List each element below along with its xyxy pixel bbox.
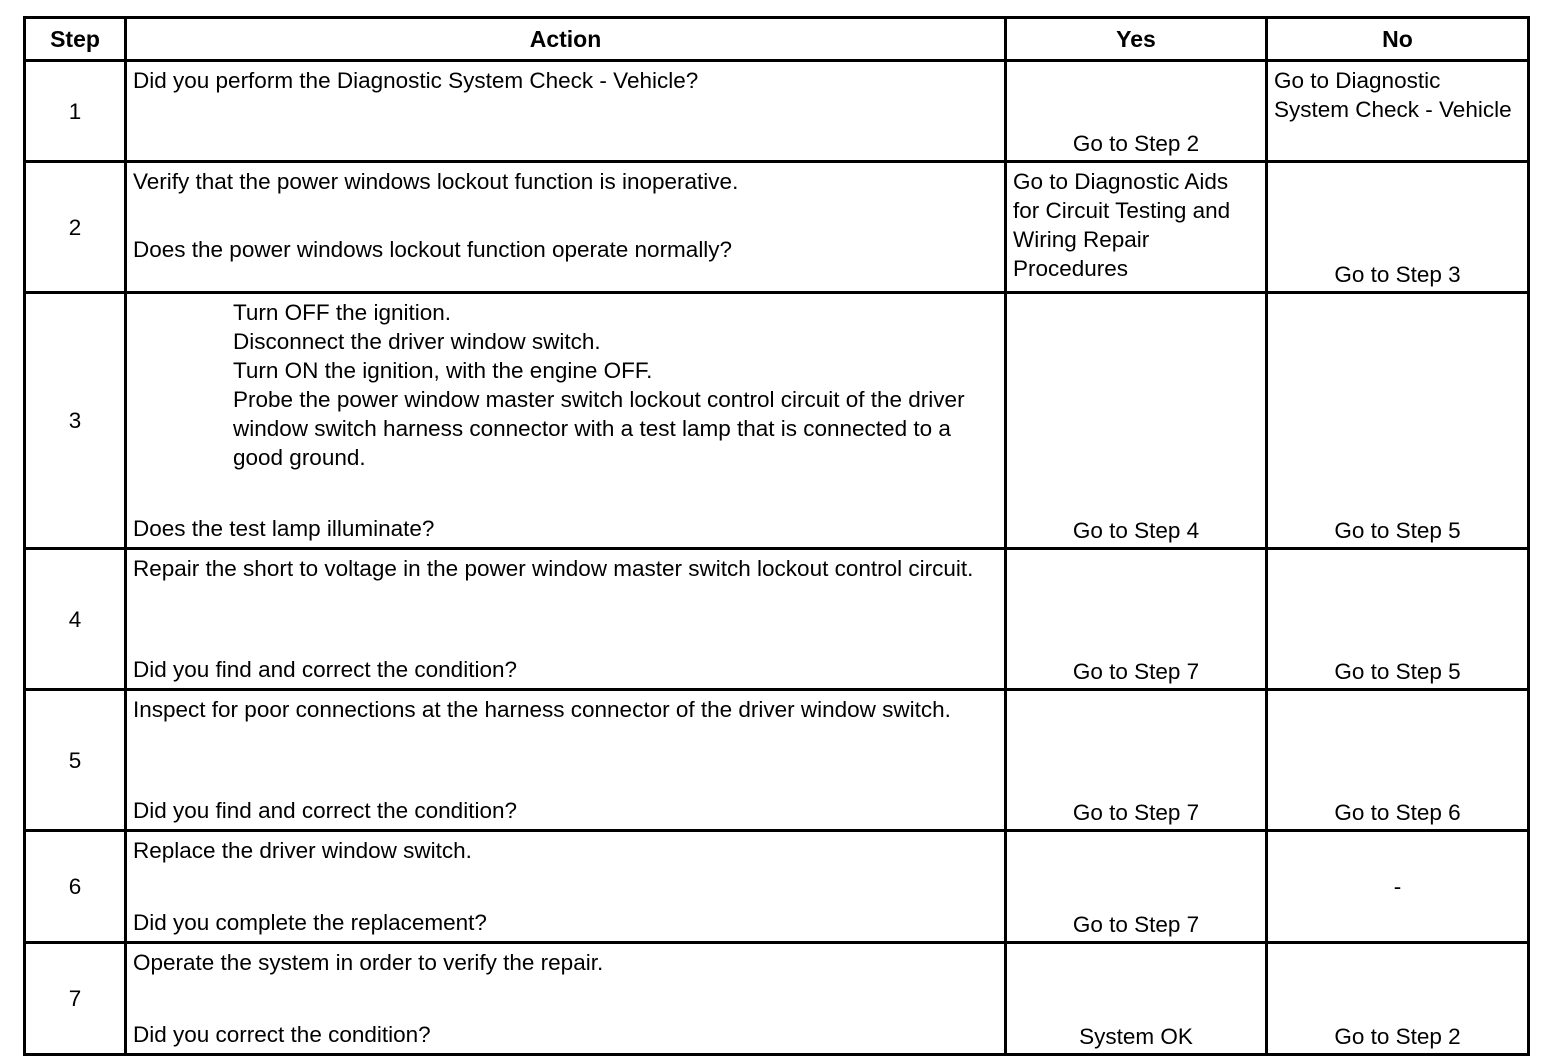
yes-cell xyxy=(1006,943,1267,1055)
table-row xyxy=(25,293,1529,549)
no-result: Go to Step 3 xyxy=(1334,262,1461,287)
action-question: Does the test lamp illuminate? xyxy=(133,516,435,541)
action-step: Disconnect the driver window switch. xyxy=(233,329,601,354)
table-row xyxy=(25,943,1529,1055)
action-instruction: Repair the short to voltage in the power window master switch lockout control circuit. xyxy=(133,556,974,581)
yes-result: Go to Step 7 xyxy=(1072,800,1200,825)
yes-cell xyxy=(1006,61,1267,162)
yes-result: Go to Step 2 xyxy=(1072,131,1200,156)
action-cell xyxy=(126,690,1006,831)
action-cell xyxy=(126,61,1006,162)
step-number: 5 xyxy=(25,690,126,831)
yes-cell xyxy=(1006,293,1267,549)
header-yes: Yes xyxy=(1006,18,1267,61)
yes-result: System OK xyxy=(1079,1024,1193,1049)
no-result: - xyxy=(1393,874,1402,899)
no-result: Go to Step 2 xyxy=(1334,1024,1461,1049)
table-row xyxy=(25,690,1529,831)
action-step: Probe the power window master switch lockout control circuit of the driver window switch harness connector with a test lamp that is connected to a good ground. xyxy=(233,387,965,470)
action-instruction: Replace the driver window switch. xyxy=(133,838,472,863)
action-steps-list xyxy=(133,298,998,472)
action-question: Did you complete the replacement? xyxy=(133,910,487,935)
action-question: Did you find and correct the condition? xyxy=(133,657,517,682)
table-row xyxy=(25,831,1529,943)
no-result: Go to Diagnostic System Check - Vehicle xyxy=(1274,68,1512,122)
action-instruction: Inspect for poor connections at the harness connector of the driver window switch. xyxy=(133,697,951,722)
no-cell xyxy=(1267,162,1529,293)
action-cell xyxy=(126,831,1006,943)
no-cell xyxy=(1267,61,1529,162)
action-question: Did you correct the condition? xyxy=(133,1022,431,1047)
step-number: 4 xyxy=(25,549,126,690)
yes-result: Go to Step 4 xyxy=(1072,518,1200,543)
yes-cell xyxy=(1006,690,1267,831)
yes-cell xyxy=(1006,831,1267,943)
no-cell xyxy=(1267,831,1529,943)
diagnostic-table xyxy=(23,16,1530,1056)
yes-result: Go to Step 7 xyxy=(1072,659,1200,684)
action-question: Does the power windows lockout function operate normally? xyxy=(133,237,733,262)
action-instruction: Verify that the power windows lockout function is inoperative. xyxy=(133,169,739,194)
step-number: 7 xyxy=(25,943,126,1055)
action-step: Turn ON the ignition, with the engine OFF. xyxy=(233,358,653,383)
action-instruction: Operate the system in order to verify the repair. xyxy=(133,950,604,975)
no-cell xyxy=(1267,943,1529,1055)
yes-result: Go to Diagnostic Aids for Circuit Testing and Wiring Repair Procedures xyxy=(1013,169,1231,281)
header-action: Action xyxy=(126,18,1006,61)
yes-result: Go to Step 7 xyxy=(1072,912,1200,937)
header-no: No xyxy=(1267,18,1529,61)
header-step: Step xyxy=(25,18,126,61)
header-row xyxy=(25,18,1529,61)
step-number: 2 xyxy=(25,162,126,293)
yes-cell xyxy=(1006,162,1267,293)
action-instruction: Did you perform the Diagnostic System Check - Vehicle? xyxy=(133,68,699,93)
step-number: 6 xyxy=(25,831,126,943)
action-cell xyxy=(126,293,1006,549)
step-number: 3 xyxy=(25,293,126,549)
action-cell xyxy=(126,943,1006,1055)
table-row xyxy=(25,549,1529,690)
action-cell xyxy=(126,549,1006,690)
action-step: Turn OFF the ignition. xyxy=(233,300,452,325)
action-question: Did you find and correct the condition? xyxy=(133,798,517,823)
no-result: Go to Step 5 xyxy=(1334,518,1461,543)
no-result: Go to Step 6 xyxy=(1334,800,1461,825)
table-row xyxy=(25,162,1529,293)
no-result: Go to Step 5 xyxy=(1334,659,1461,684)
no-cell xyxy=(1267,690,1529,831)
no-cell xyxy=(1267,549,1529,690)
step-number: 1 xyxy=(25,61,126,162)
yes-cell xyxy=(1006,549,1267,690)
no-cell xyxy=(1267,293,1529,549)
action-cell xyxy=(126,162,1006,293)
table-row xyxy=(25,61,1529,162)
